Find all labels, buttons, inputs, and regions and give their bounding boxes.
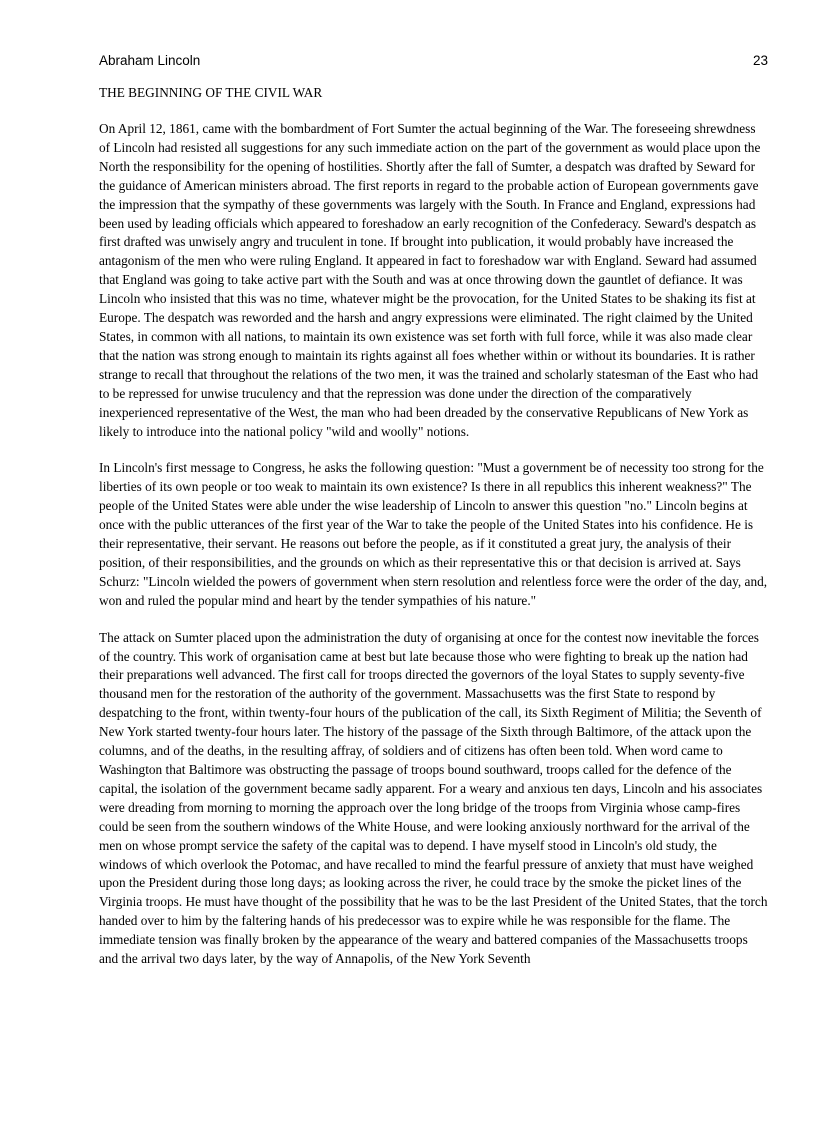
page-number: 23 (752, 53, 768, 68)
chapter-title: THE BEGINNING OF THE CIVIL WAR (99, 85, 323, 100)
body-text (99, 120, 768, 969)
running-header (99, 52, 768, 70)
header-title: Abraham Lincoln (99, 53, 201, 68)
paragraph-2: In Lincoln's first message to Congress, he asks the following question: "Must a government be of necessity too strong for the liberties of its own people or too weak to maintain its own existence? Is there in all republics this inherent weakness?" The people of the United States were able under the wise leadership of Lincoln to answer this question "no." Lincoln begins at once with the public utterances of the first year of the War to take the people of the United States into his confidence. He is their representative, their servant. He reasons out before the people, as if it constituted a great jury, the analysis of their position, of their responsibilities, and the grounds on which as their representative this or that decision is arrived at. Says Schurz: "Lincoln wielded the powers of government when stern resolution and relentless force were the order of the day, and, won and ruled the popular mind and heart by the tender sympathies of his nature." (99, 460, 768, 608)
document-page (99, 52, 768, 987)
paragraph-3: The attack on Sumter placed upon the administration the duty of organising at once for the contest now inevitable the forces of the country. This work of organisation came at best but late because those who were fighting to break up the nation had their preparations well advanced. The first call for troops directed the governors of the loyal States to supply seventy-five thousand men for the restoration of the authority of the government. Massachusetts was the first State to respond by despatching to the front, within twenty-four hours of the publication of the call, its Sixth Regiment of Militia; the Seventh of New York started twenty-four hours later. The history of the passage of the Sixth through Baltimore, of the attack upon the columns, and of the deaths, in the resulting affray, of soldiers and of citizens has often been told. When word came to Washington that Baltimore was obstructing the passage of troops bound southward, troops called for the defence of the capital, the isolation of the government became sadly apparent. For a weary and anxious ten days, Lincoln and his associates were dreading from morning to morning the approach over the long bridge of the troops from Virginia whose camp-fires could be seen from the southern windows of the White House, and were looking anxiously northward for the arrival of the men on whose prompt service the safety of the capital was to depend. I have myself stood in Lincoln's old study, the windows of which overlook the Potomac, and have recalled to mind the fearful pressure of anxiety that must have weighed upon the President during those long days; as looking across the river, he could trace by the smoke the picket lines of the Virginia troops. He must have thought of the possibility that he was to be the last President of the United States, that the torch handed over to him by the faltering hands of his predecessor was to expire while he was responsible for the flame. The immediate tension was finally broken by the appearance of the weary and battered companies of the Massachusetts troops and the arrival two days later, by the way of Annapolis, of the New York Seventh (99, 629, 768, 967)
paragraph-1: On April 12, 1861, came with the bombardment of Fort Sumter the actual beginning of the War. The foreseeing shrewdness of Lincoln had resisted all suggestions for any such immediate action on the part of the government as would place upon the North the responsibility for the opening of hostilities. Shortly after the fall of Sumter, a despatch was drafted by Seward for the guidance of American ministers abroad. The first reports in regard to the probable action of European governments gave the impression that the sympathy of these governments was largely with the South. In France and England, expressions had been used by leading officials which appeared to foreshadow an early recognition of the Confederacy. Seward's despatch as first drafted was unwisely angry and truculent in tone. If brought into publication, it would probably have increased the antagonism of the men who were ruling England. It appeared in fact to foreshadow war with England. Seward had assumed that England was going to take active part with the South and was at once throwing down the gauntlet of defiance. It was Lincoln who insisted that this was no time, whatever might be the provocation, for the United States to be shaking its fist at Europe. The despatch was reworded and the harsh and angry expressions were eliminated. The right claimed by the United States, in common with all nations, to maintain its own existence was set forth with full force, while it was also made clear that the nation was strong enough to maintain its rights against all foes whether within or without its boundaries. It is rather strange to recall that throughout the relations of the two men, it was the trained and scholarly statesman of the East who had to be repressed for unwise truculency and that the repression was done under the direction of the comparatively inexperienced representative of the West, the man who had been dreaded by the conservative Republicans of New York as likely to introduce into the national policy "wild and woolly" notions. (99, 121, 761, 439)
